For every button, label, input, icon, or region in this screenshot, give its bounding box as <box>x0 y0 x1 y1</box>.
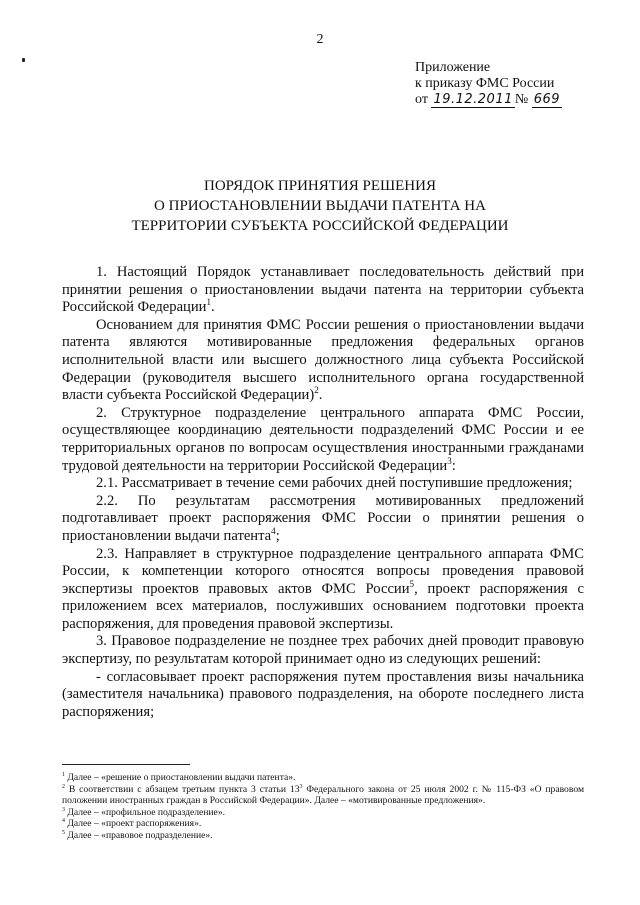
appendix-block <box>415 60 562 108</box>
paragraph-2-1: 2.1. Рассматривает в течение семи рабочих дней поступившие предложения; <box>96 475 573 492</box>
title-line2: О ПРИОСТАНОВЛЕНИИ ВЫДАЧИ ПАТЕНТА НА <box>154 198 486 214</box>
paragraph-2-2: 2.2. По результатам рассмотрения мотивированных предложений подготавливает проект распоряжения ФМС России о принятии решения о приостановлении выдачи патента$^4$; <box>62 492 584 544</box>
footnote-5: $^5$ Далее – «правовое подразделение». <box>62 829 213 841</box>
handwritten-date: 19.12.2011 <box>433 92 513 107</box>
footnotes <box>62 772 584 842</box>
date-prefix: от <box>415 92 428 107</box>
appendix-line1: Приложение <box>415 60 491 75</box>
paragraph-bullet: - согласовывает проект распоряжения путем проставления визы начальника (заместителя начальника) правового подразделения, на обороте последнего листа распоряжения; <box>62 668 584 720</box>
footnote-separator <box>62 764 190 765</box>
paragraph-2: Основанием для принятия ФМС России решения о приостановлении выдачи патента являются мотивированные предложения федеральных органов исполнительной власти или высшего должностного лица субъекта Российской Федерации (руководителя высшего исполнительного органа государственной власти субъекта Российской Федерации)$^2$. <box>62 316 584 404</box>
appendix-date-line <box>415 92 562 108</box>
paragraph-2-3: 2.3. Направляет в структурное подразделение центрального аппарата ФМС России, к компетенции которого относятся вопросы проведения правовой экспертизы проектов правовых актов ФМС России$^5$, проект распоряжения с приложением всех материалов, послуживших основанием подготовки проекта распоряжения, для проведения правовой экспертизы. <box>62 545 584 632</box>
paragraph-3: 2. Структурное подразделение центрального аппарата ФМС России, осуществляющее координацию деятельности подразделений ФМС России и ее территориальных органов по вопросам осуществления иностранными гражданами трудовой деятельности на территории Российской Федерации$^3$: <box>62 404 584 474</box>
footnote-4: $^4$ Далее – «проект распоряжения». <box>62 818 202 830</box>
scan-speck <box>22 58 25 62</box>
handwritten-number: 669 <box>533 92 561 107</box>
paragraph-3-1: 3. Правовое подразделение не позднее трех рабочих дней проводит правовую экспертизу, по результатам которой принимает одно из следующих решений: <box>62 633 584 668</box>
paragraph-1: 1. Настоящий Порядок устанавливает последовательность действий при принятии решения о приостановлении выдачи патента на территории субъекта Российской Федерации$^1$. <box>62 264 584 316</box>
title-line3: ТЕРРИТОРИИ СУБЪЕКТА РОССИЙСКОЙ ФЕДЕРАЦИИ <box>131 218 509 234</box>
document-body <box>62 264 584 721</box>
page-number: 2 <box>316 32 324 47</box>
appendix-line2: к приказу ФМС России <box>415 76 555 91</box>
document-title <box>60 176 580 236</box>
title-line1: ПОРЯДОК ПРИНЯТИЯ РЕШЕНИЯ <box>204 178 436 194</box>
footnote-3: $^3$ Далее – «профильное подразделение». <box>62 806 226 818</box>
footnote-2: $^2$ В соответствии с абзацем третьим пункта 3 статьи $13^3$ Федерального закона от 25 июля 2002 г. № 115-ФЗ «О правовом положении иностранных граждан в Российской Федерации». Далее – «мотивированные предложения». <box>62 783 585 807</box>
number-prefix: № <box>514 92 529 107</box>
footnote-1: $^1$ Далее – «решение о приостановлении выдачи патента». <box>62 771 296 783</box>
